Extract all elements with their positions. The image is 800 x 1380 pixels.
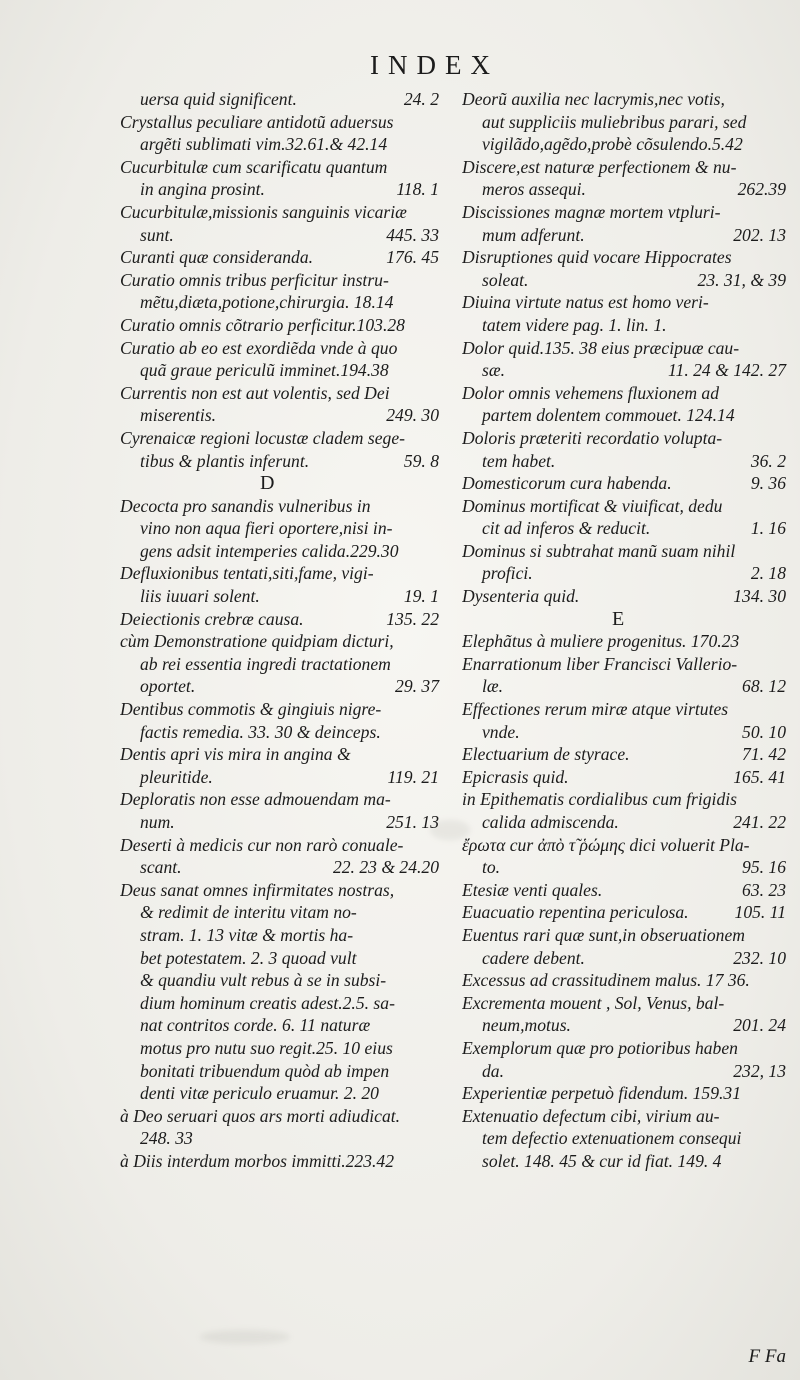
index-entry (120, 269, 445, 314)
page-reference: 232. 10 (733, 947, 786, 968)
entry-line (462, 585, 792, 608)
entry-text: Dominus mortificat & viuificat, dedu (462, 495, 723, 516)
entry-text: vnde. (482, 721, 520, 742)
entry-line (462, 359, 792, 382)
entry-line (462, 1082, 792, 1105)
entry-text: mẽtu,diæta,potione,chirurgia. 18.14 (140, 292, 394, 313)
entry-line (462, 517, 792, 540)
entry-line (120, 517, 445, 540)
entry-line (120, 1060, 445, 1083)
entry-line (120, 721, 445, 744)
ink-smudge (200, 1330, 290, 1344)
entry-text: Experientiæ perpetuò fidendum. 159.31 (462, 1083, 742, 1104)
entry-line (120, 1014, 445, 1037)
entry-line (462, 201, 792, 224)
index-entry (462, 653, 792, 698)
index-entry (462, 156, 792, 201)
entry-text: partem dolentem commouet. 124.14 (482, 405, 735, 426)
entry-text: cadere debent. (482, 947, 585, 968)
index-entry (462, 291, 792, 336)
entry-text: Disruptiones quid vocare Hippocrates (462, 247, 732, 268)
entry-text: Cucurbitulæ cum scarificatu quantum (120, 156, 388, 177)
index-entry (120, 427, 445, 472)
page-reference: 135. 22 (386, 608, 439, 629)
entry-line (120, 1037, 445, 1060)
entry-line (462, 924, 792, 947)
index-entry (120, 743, 445, 788)
entry-text: pleuritide. (140, 766, 213, 787)
entry-text: bonitati tribuendum quòd ab impen (140, 1060, 390, 1081)
signature-mark: F Fa (748, 1346, 786, 1367)
entry-text: liis iuuari solent. (140, 586, 260, 607)
entry-text: tatem videre pag. 1. lin. 1. (482, 314, 667, 335)
entry-line (120, 788, 445, 811)
index-entry (120, 156, 445, 201)
entry-text: Etesiæ venti quales. (462, 879, 603, 900)
entry-text: da. (482, 1060, 504, 1081)
index-entry (462, 246, 792, 291)
entry-line (462, 562, 792, 585)
entry-line (120, 879, 445, 902)
entry-line (462, 743, 792, 766)
entry-text: sæ. (482, 360, 505, 381)
entry-text: in angina prosint. (140, 179, 265, 200)
entry-line (462, 427, 792, 450)
entry-text: in Epithematis cordialibus cum frigidis (462, 789, 737, 810)
entry-text: neum,motus. (482, 1015, 571, 1036)
entry-line (462, 224, 792, 247)
index-entry (120, 879, 445, 1105)
entry-text: Dentis apri vis mira in angina & (120, 744, 351, 765)
index-entry (120, 337, 445, 382)
entry-text: sunt. (140, 224, 174, 245)
entry-text: Domesticorum cura habenda. (462, 473, 672, 494)
entry-line (120, 924, 445, 947)
entry-text: cùm Demonstratione quidpiam dicturi, (120, 631, 394, 652)
page-reference: 176. 45 (386, 247, 439, 268)
entry-text: Extenuatio defectum cibi, virium au- (462, 1105, 720, 1126)
entry-line (462, 992, 792, 1015)
index-entry (462, 495, 792, 540)
index-entry (462, 879, 792, 902)
entry-text: profici. (482, 563, 533, 584)
page-reference: 71. 42 (742, 744, 786, 765)
index-entry (462, 337, 792, 382)
entry-line (462, 1127, 792, 1150)
page-reference: 119. 21 (387, 766, 439, 787)
entry-line (120, 1105, 445, 1128)
entry-line (462, 88, 792, 111)
entry-text: à Diis interdum morbos immitti.223.42 (120, 1150, 395, 1171)
page-reference: 23. 31, & 39 (697, 269, 786, 290)
entry-text: Effectiones rerum miræ atque virtutes (462, 699, 729, 720)
entry-line (462, 133, 792, 156)
entry-text: dium hominum creatis adest.2.5. sa- (140, 992, 395, 1013)
entry-line (120, 947, 445, 970)
entry-text: Curanti quæ consideranda. (120, 247, 314, 268)
index-entry (120, 608, 445, 631)
entry-text: scant. (140, 857, 182, 878)
entry-line (120, 540, 445, 563)
entry-line (462, 540, 792, 563)
entry-line (120, 201, 445, 224)
entry-text: Discere,est naturæ perfectionem & nu- (462, 156, 737, 177)
entry-text: argẽti sublimati vim.32.61.& 42.14 (140, 134, 388, 155)
entry-text: calida admiscenda. (482, 812, 619, 832)
entry-line (120, 1127, 445, 1150)
entry-text: & redimit de interitu vitam no- (140, 902, 357, 923)
entry-text: gens adsit intemperies calida.229.30 (140, 540, 399, 561)
index-entry (462, 472, 792, 495)
page-reference: 134. 30 (733, 586, 786, 607)
entry-text: Curatio omnis cõtrario perficitur.103.28 (120, 314, 405, 335)
page-reference: 1. 16 (750, 518, 786, 539)
index-entry (120, 495, 445, 563)
page-reference: 251. 13 (386, 812, 439, 832)
entry-text: Dolor omnis vehemens fluxionem ad (462, 382, 720, 403)
entry-line (462, 382, 792, 405)
entry-text: tem habet. (482, 450, 556, 471)
page-reference: 445. 33 (386, 224, 439, 245)
index-entry (462, 924, 792, 969)
entry-line (462, 766, 792, 789)
entry-line (120, 585, 445, 608)
entry-line (120, 337, 445, 360)
index-entry (462, 427, 792, 472)
page-reference: 19. 1 (403, 586, 439, 607)
entry-line (462, 1105, 792, 1128)
entry-text: Euentus rari quæ sunt,in obseruationem (462, 924, 745, 945)
page-reference: 202. 13 (733, 224, 786, 245)
entry-text: Diuina virtute natus est homo veri- (462, 292, 709, 313)
entry-text: Decocta pro sanandis vulneribus in (120, 495, 371, 516)
entry-text: Excrementa mouent , Sol, Venus, bal- (462, 992, 725, 1013)
page-reference: 201. 24 (733, 1015, 786, 1036)
entry-text: tem defectio extenuationem consequi (482, 1128, 742, 1149)
entry-text: Electuarium de styrace. (462, 744, 630, 765)
entry-line (462, 450, 792, 473)
entry-line (462, 495, 792, 518)
entry-text: tibus & plantis inferunt. (140, 450, 310, 471)
entry-text: Deserti à medicis cur non rarò conuale- (120, 834, 404, 855)
index-entry (120, 111, 445, 156)
entry-text: nat contritos corde. 6. 11 naturæ (140, 1015, 371, 1036)
entry-line (462, 337, 792, 360)
index-entry (462, 201, 792, 246)
entry-line (120, 246, 445, 269)
entry-line (462, 1014, 792, 1037)
entry-line (462, 269, 792, 292)
page-reference: 95. 16 (742, 857, 786, 878)
page-reference: 29. 37 (395, 676, 439, 697)
page-reference: 105. 11 (734, 902, 786, 923)
entry-text: 248. 33 (140, 1128, 193, 1149)
section-letter: E (612, 607, 625, 630)
entry-text: Currentis non est aut volentis, sed Dei (120, 382, 390, 403)
entry-line (462, 291, 792, 314)
index-entry (120, 88, 445, 111)
page-header: INDEX (370, 50, 499, 80)
entry-text: uersa quid significent. (140, 89, 297, 109)
index-entry (462, 901, 792, 924)
index-entry (120, 201, 445, 246)
index-entry (120, 788, 445, 833)
index-entry (462, 992, 792, 1037)
entry-line (462, 1060, 792, 1083)
page-reference: 50. 10 (742, 721, 786, 742)
page-reference: 36. 2 (750, 450, 786, 471)
page-reference: 22. 23 & 24.20 (332, 857, 439, 878)
entry-text: Epicrasis quid. (462, 766, 569, 787)
page-reference: 232, 13 (733, 1060, 786, 1081)
entry-text: Dentibus commotis & gingiuis nigre- (120, 699, 382, 720)
entry-line (462, 675, 792, 698)
index-entry (462, 630, 792, 653)
entry-text: à Deo seruari quos ars morti adiudicat. (120, 1105, 401, 1126)
index-entry (462, 1037, 792, 1082)
entry-text: stram. 1. 13 vitæ & mortis ha- (140, 924, 354, 945)
index-entry (462, 88, 792, 156)
entry-text: quã graue periculũ imminet.194.38 (140, 360, 389, 381)
page-reference: 11. 24 & 142. 27 (668, 360, 786, 381)
page-reference: 2. 18 (750, 563, 786, 584)
entry-line (120, 562, 445, 585)
index-entry (120, 834, 445, 879)
entry-line (462, 811, 792, 834)
page-reference: 9. 36 (750, 473, 786, 494)
index-entry (462, 585, 792, 608)
entry-line (120, 992, 445, 1015)
entry-text: Deorũ auxilia nec lacrymis,nec votis, (462, 89, 725, 109)
index-entry (120, 1150, 445, 1173)
page-reference: 63. 23 (742, 879, 786, 900)
entry-line (462, 879, 792, 902)
index-entry (462, 743, 792, 766)
entry-line (462, 856, 792, 879)
entry-line (462, 834, 792, 857)
entry-text: Dominus si subtrahat manũ suam nihil (462, 540, 736, 561)
entry-line (120, 133, 445, 156)
entry-text: oportet. (140, 676, 196, 697)
index-entry (120, 562, 445, 607)
entry-text: Enarrationum liber Francisci Vallerio- (462, 653, 738, 674)
entry-line (120, 630, 445, 653)
entry-text: denti vitæ periculo eruamur. 2. 20 (140, 1083, 379, 1104)
entry-text: Deploratis non esse admouendam ma- (120, 789, 391, 810)
entry-line (120, 608, 445, 631)
entry-text: soleat. (482, 269, 529, 290)
index-entry (120, 698, 445, 743)
entry-line (120, 1150, 445, 1173)
index-entry (462, 698, 792, 743)
page-reference: 24. 2 (403, 89, 439, 109)
entry-text: to. (482, 857, 501, 878)
entry-line (462, 969, 792, 992)
entry-line (120, 969, 445, 992)
entry-line (462, 947, 792, 970)
entry-text: Dolor quid.135. 38 eius præcipuæ cau- (462, 337, 740, 358)
entry-line (120, 382, 445, 405)
entry-line (462, 246, 792, 269)
entry-text: Discissiones magnæ mortem vtpluri- (462, 201, 721, 222)
entry-text: num. (140, 812, 175, 832)
entry-text: vigilãdo,agẽdo,probè cõsulendo.5.42 (482, 134, 743, 155)
entry-line (120, 314, 445, 337)
entry-line (462, 472, 792, 495)
index-entry (120, 314, 445, 337)
entry-text: ἔρωτα cur ἀπὸ τ̃ ῥώμης dici voluerit Pla- (462, 834, 750, 855)
entry-line (462, 314, 792, 337)
entry-text: & quandiu vult rebus à se in subsi- (140, 970, 387, 991)
page-reference: 68. 12 (742, 676, 786, 697)
index-entry (462, 1082, 792, 1105)
page-reference: 118. 1 (396, 179, 439, 200)
entry-line (120, 653, 445, 676)
entry-text: Elephãtus à muliere progenitus. 170.23 (462, 631, 740, 652)
index-entry (462, 540, 792, 585)
entry-text: Cucurbitulæ,missionis sanguinis vicariæ (120, 201, 407, 222)
entry-line (462, 1150, 792, 1173)
entry-line (462, 156, 792, 179)
index-column-right (462, 88, 792, 1173)
entry-text: Excessus ad crassitudinem malus. 17 36. (462, 970, 750, 991)
page-reference: 262.39 (737, 179, 786, 200)
page-reference: 249. 30 (386, 405, 439, 426)
entry-line (120, 450, 445, 473)
page-reference: 59. 8 (403, 450, 439, 471)
index-entry (462, 969, 792, 992)
entry-text: cit ad inferos & reducit. (482, 518, 651, 539)
entry-line (120, 427, 445, 450)
entry-text: motus pro nutu suo regit.25. 10 eius (140, 1037, 393, 1058)
entry-text: Crystallus peculiare antidotũ aduersus (120, 111, 394, 132)
entry-line (462, 404, 792, 427)
entry-line (120, 811, 445, 834)
entry-line (120, 88, 445, 111)
entry-text: meros assequi. (482, 179, 586, 200)
entry-line (120, 111, 445, 134)
entry-line (462, 721, 792, 744)
entry-line (462, 178, 792, 201)
entry-line (120, 291, 445, 314)
index-entry (120, 382, 445, 427)
entry-line (462, 1037, 792, 1060)
entry-line (462, 698, 792, 721)
entry-text: Dysenteria quid. (462, 586, 580, 607)
page-reference: 165. 41 (733, 766, 786, 787)
index-entry (462, 788, 792, 833)
entry-line (120, 224, 445, 247)
entry-text: factis remedia. 33. 30 & deinceps. (140, 721, 381, 742)
entry-line (462, 630, 792, 653)
index-entry (120, 630, 445, 698)
index-entry (462, 382, 792, 427)
entry-text: Deiectionis crebræ causa. (120, 608, 304, 629)
entry-line (462, 111, 792, 134)
entry-line (462, 788, 792, 811)
index-entry (462, 766, 792, 789)
entry-line (120, 359, 445, 382)
entry-text: Curatio omnis tribus perficitur instru- (120, 269, 389, 290)
entry-text: solet. 148. 45 & cur id fiat. 149. 4 (482, 1150, 722, 1171)
entry-text: Deus sanat omnes infirmitates nostras, (120, 879, 395, 900)
index-column-left (120, 88, 445, 1173)
entry-text: Exemplorum quæ pro potioribus haben (462, 1037, 738, 1058)
index-entry (462, 834, 792, 879)
entry-text: bet potestatem. 2. 3 quoad vult (140, 947, 357, 968)
entry-line (120, 156, 445, 179)
entry-line (120, 178, 445, 201)
entry-line (120, 766, 445, 789)
entry-line (120, 675, 445, 698)
entry-text: vino non aqua fieri oportere,nisi in- (140, 518, 393, 539)
entry-text: ab rei essentia ingredi tractationem (140, 653, 391, 674)
entry-line (462, 653, 792, 676)
entry-line (120, 1082, 445, 1105)
entry-text: mum adferunt. (482, 224, 585, 245)
entry-text: Doloris præteriti recordatio volupta- (462, 427, 723, 448)
entry-text: Defluxionibus tentati,siti,fame, vigi- (120, 563, 374, 584)
entry-text: Euacuatio repentina periculosa. (462, 902, 689, 923)
index-entry (120, 1105, 445, 1150)
entry-line (120, 856, 445, 879)
entry-text: Curatio ab eo est exordiẽda vnde à quo (120, 337, 398, 358)
entry-text: aut suppliciis muliebribus parari, sed (482, 111, 747, 132)
entry-line (120, 495, 445, 518)
entry-line (120, 698, 445, 721)
section-letter: D (260, 472, 275, 495)
entry-line (120, 834, 445, 857)
index-entry (120, 246, 445, 269)
entry-line (462, 901, 792, 924)
entry-text: miserentis. (140, 405, 217, 426)
index-entry (462, 1105, 792, 1173)
entry-text: Cyrenaicæ regioni locustæ cladem sege- (120, 427, 406, 448)
entry-line (120, 404, 445, 427)
entry-line (120, 743, 445, 766)
page-reference: 241. 22 (733, 812, 786, 832)
entry-line (120, 901, 445, 924)
entry-text: læ. (482, 676, 504, 697)
entry-line (120, 269, 445, 292)
